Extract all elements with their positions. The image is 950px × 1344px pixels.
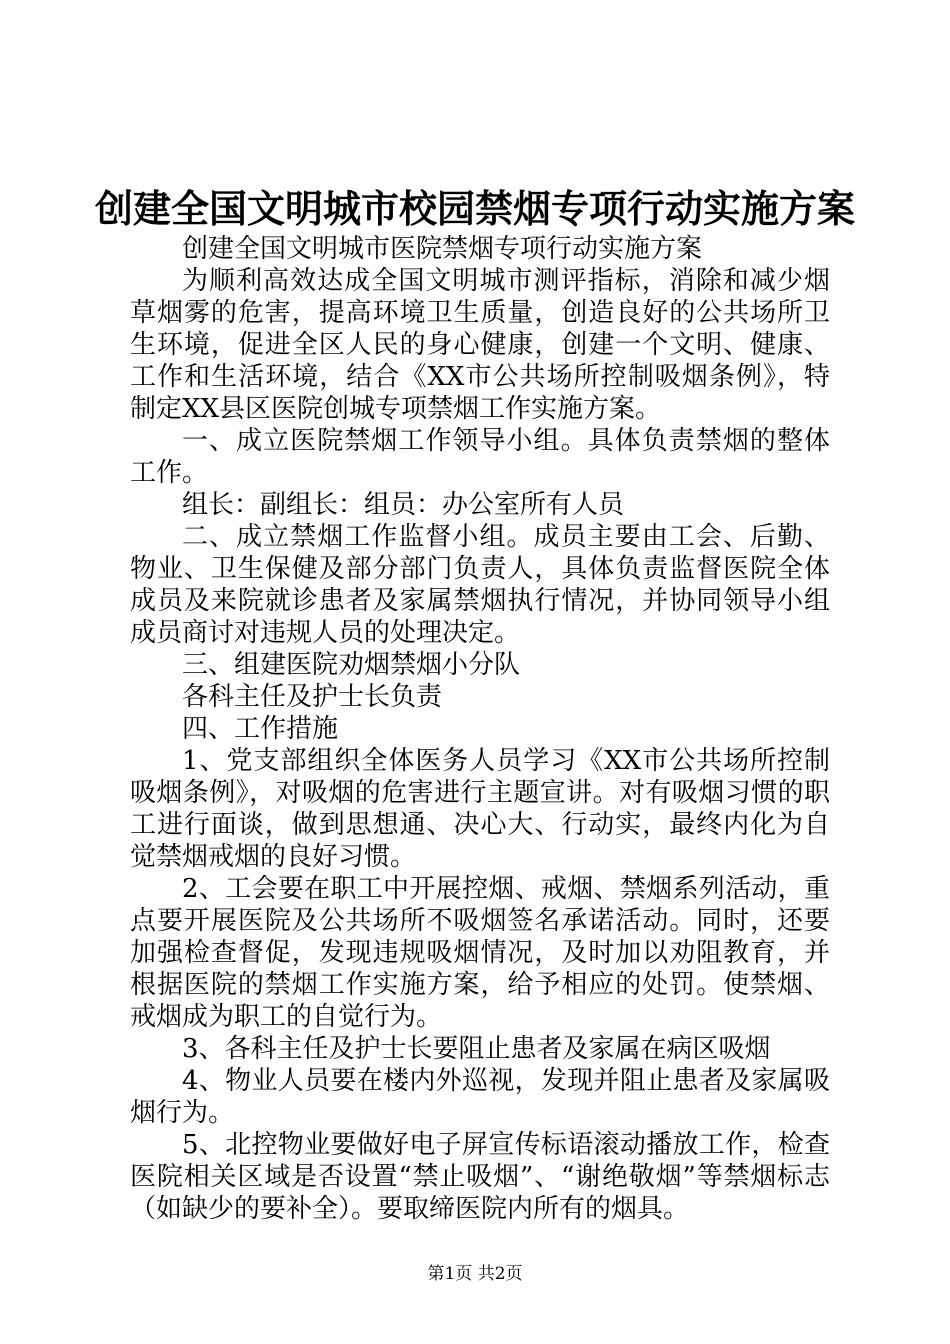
page-footer: 第1页 共2页 <box>427 1264 523 1284</box>
paragraph-section-2: 二、成立禁烟工作监督小组。成员主要由工会、后勤、物业、卫生保健及部分部门负责人，具体负责监督医院全体成员及来院就诊患者及家属禁烟执行情况，并协同领导小组成员商讨对违规人员的处理决定。 <box>130 522 830 648</box>
paragraph-measure-5: 5、北控物业要做好电子屏宣传标语滚动播放工作，检查医院相关区域是否设置“禁止吸烟”、“谢绝敬烟”等禁烟标志（如缺少的要补全）。要取缔医院内所有的烟具。 <box>130 1130 830 1224</box>
paragraph-measure-4: 4、物业人员要在楼内外巡视，发现并阻止患者及家属吸烟行为。 <box>130 1066 830 1128</box>
paragraph-responsible: 各科主任及护士长负责 <box>182 682 443 712</box>
paragraph-section-3: 三、组建医院劝烟禁烟小分队 <box>182 650 521 680</box>
paragraph-measure-1: 1、党支部组织全体医务人员学习《XX市公共场所控制吸烟条例》，对吸烟的危害进行主题宣讲。对有吸烟习惯的职工进行面谈，做到思想通、决心大、行动实，最终内化为自觉禁烟戒烟的良好习惯。 <box>130 746 830 872</box>
paragraph-section-4: 四、工作措施 <box>182 714 339 744</box>
paragraph-intro: 为顺利高效达成全国文明城市测评指标，消除和减少烟草烟雾的危害，提高环境卫生质量，创造良好的公共场所卫生环境，促进全区人民的身心健康，创建一个文明、健康、工作和生活环境，结合《XX市公共场所控制吸烟条例》，特制定XX县区医院创城专项禁烟工作实施方案。 <box>130 266 830 424</box>
paragraph-measure-3: 3、各科主任及护士长要阻止患者及家属在病区吸烟 <box>182 1034 771 1064</box>
document-body <box>130 233 830 1225</box>
paragraph-section-1: 一、成立医院禁烟工作领导小组。具体负责禁烟的整体工作。 <box>130 426 830 488</box>
paragraph-members: 组长：副组长：组员：办公室所有人员 <box>182 490 625 520</box>
document-title: 创建全国文明城市校园禁烟专项行动实施方案 <box>94 186 855 231</box>
paragraph-subtitle: 创建全国文明城市医院禁烟专项行动实施方案 <box>182 234 703 264</box>
paragraph-measure-2: 2、工会要在职工中开展控烟、戒烟、禁烟系列活动，重点要开展医院及公共场所不吸烟签名承诺活动。同时，还要加强检查督促，发现违规吸烟情况，及时加以劝阻教育，并根据医院的禁烟工作实施方案，给予相应的处罚。使禁烟、戒烟成为职工的自觉行为。 <box>130 874 830 1032</box>
